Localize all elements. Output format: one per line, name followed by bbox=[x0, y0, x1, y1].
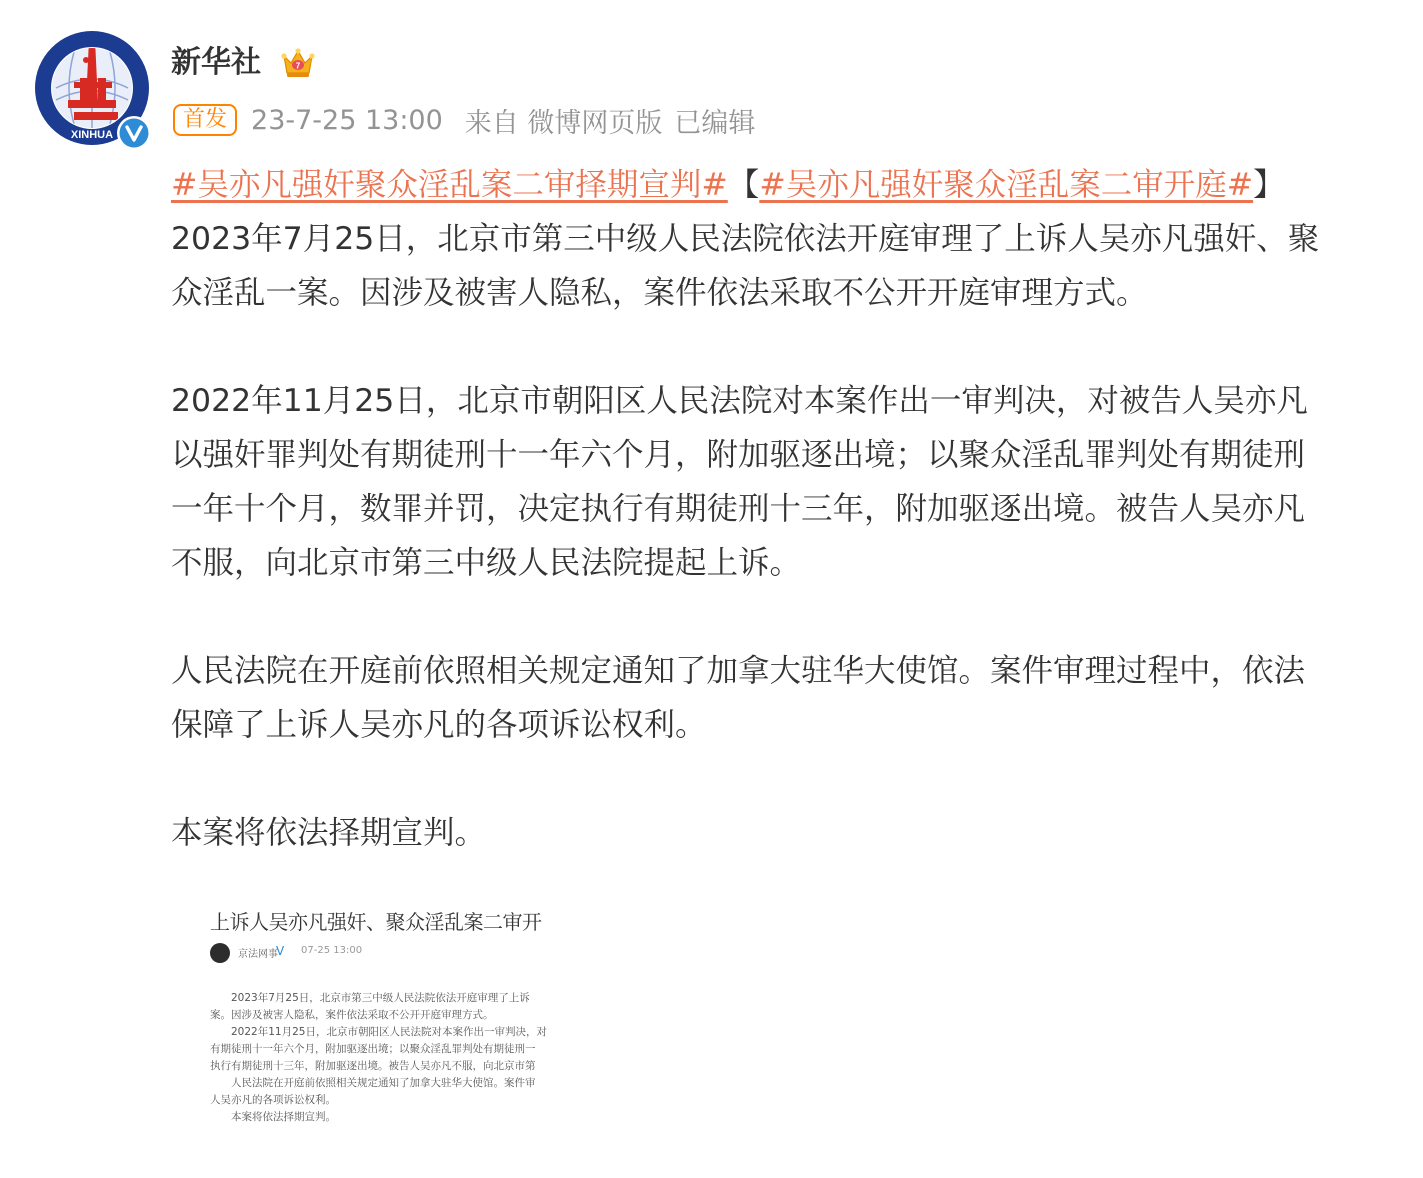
username[interactable]: 新华社 bbox=[171, 45, 261, 80]
thumbnail-avatar bbox=[210, 943, 230, 963]
verified-check-icon bbox=[116, 115, 152, 151]
thumbnail-line: 人民法院在开庭前依照相关规定通知了加拿大驻华大使馆。案件审 bbox=[210, 1077, 536, 1089]
bracket-open: 【 bbox=[727, 167, 760, 203]
hashtag-link-trial[interactable]: #吴亦凡强奸聚众淫乱案二审开庭# bbox=[759, 167, 1254, 203]
thumbnail-source: 京法网事 bbox=[238, 949, 278, 960]
paragraph-line: 2023年7月25日，北京市第三中级人民法院依法开庭审理了上诉人吴亦凡强奸、聚 bbox=[171, 221, 1320, 257]
paragraph-line: 一年十个月，数罪并罚，决定执行有期徒刑十三年，附加驱逐出境。被告人吴亦凡 bbox=[171, 491, 1306, 527]
paragraph-line: 以强奸罪判处有期徒刑十一年六个月，附加驱逐出境；以聚众淫乱罪判处有期徒刑 bbox=[171, 437, 1306, 473]
paragraph-line: 2022年11月25日，北京市朝阳区人民法院对本案作出一审判决，对被告人吴亦凡 bbox=[171, 383, 1308, 419]
paragraph-line: 众淫乱一案。因涉及被害人隐私，案件依法采取不公开开庭审理方式。 bbox=[171, 275, 1148, 311]
thumbnail-line: 执行有期徒刑十三年，附加驱逐出境。被告人吴亦凡不服，向北京市第 bbox=[210, 1060, 536, 1072]
thumbnail-line: 有期徒刑十一年六个月，附加驱逐出境；以聚众淫乱罪判处有期徒刑一 bbox=[210, 1043, 536, 1055]
thumbnail-line: 本案将依法择期宣判。 bbox=[210, 1111, 336, 1123]
crown-icon[interactable] bbox=[280, 46, 316, 80]
edited-label[interactable]: 已编辑 bbox=[674, 107, 756, 139]
bracket-close: 】 bbox=[1253, 167, 1285, 203]
paragraph-line: 保障了上诉人吴亦凡的各项诉讼权利。 bbox=[171, 707, 707, 743]
post-timestamp[interactable]: 23-7-25 13:00 bbox=[251, 104, 443, 136]
thumbnail-body bbox=[210, 990, 547, 1126]
avatar-ring-text: XINHUA bbox=[70, 129, 114, 141]
hashtag-link-verdict[interactable]: #吴亦凡强奸聚众淫乱案二审择期宣判# bbox=[171, 167, 728, 203]
paragraph-line: 人民法院在开庭前依照相关规定通知了加拿大驻华大使馆。案件审理过程中，依法 bbox=[171, 653, 1306, 689]
thumbnail-title: 上诉人吴亦凡强奸、聚众淫乱案二审开 bbox=[210, 910, 542, 934]
thumbnail-line: 2023年7月25日，北京市第三中级人民法院依法开庭审理了上诉 bbox=[210, 992, 530, 1004]
post-meta bbox=[173, 103, 755, 137]
thumbnail-date: 07-25 13:00 bbox=[301, 945, 363, 956]
attached-image[interactable] bbox=[196, 886, 550, 1148]
paragraph-line: 不服，向北京市第三中级人民法院提起上诉。 bbox=[171, 545, 802, 581]
thumbnail-line: 案。因涉及被害人隐私，案件依法采取不公开开庭审理方式。 bbox=[210, 1009, 494, 1021]
paragraph-line: 本案将依法择期宣判。 bbox=[171, 815, 487, 851]
first-post-badge: 首发 bbox=[173, 104, 237, 136]
hashtag-line bbox=[171, 158, 1401, 212]
post-content bbox=[171, 158, 1401, 860]
svg-text:7: 7 bbox=[295, 61, 301, 71]
post-source: 来自 微博网页版 bbox=[464, 107, 663, 139]
thumbnail-line: 人吴亦凡的各项诉讼权利。 bbox=[210, 1094, 336, 1106]
thumbnail-line: 2022年11月25日，北京市朝阳区人民法院对本案作出一审判决，对 bbox=[210, 1026, 547, 1038]
thumbnail-verified-icon: V bbox=[276, 944, 285, 958]
